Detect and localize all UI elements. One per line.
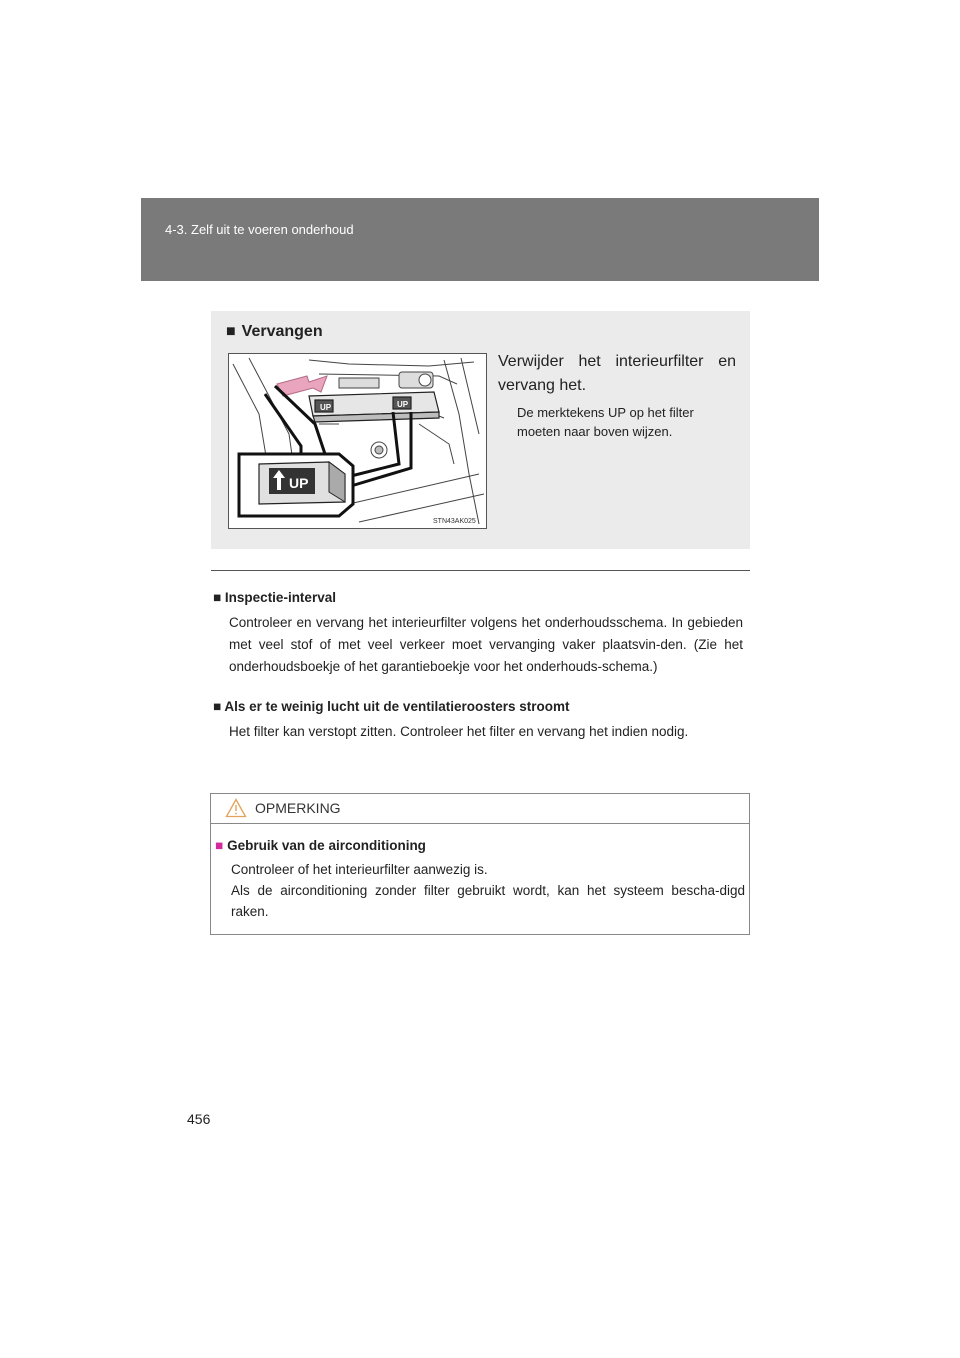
square-marker-icon: ■	[215, 838, 224, 853]
notice-box	[210, 793, 750, 935]
cabin-filter-illustration	[228, 353, 487, 529]
info-body: Het filter kan verstopt zitten. Controleer het filter en vervang het indien nodig.	[229, 724, 689, 739]
info-heading-text: Inspectie-interval	[224, 590, 336, 605]
svg-text:UP: UP	[397, 400, 409, 409]
svg-text:UP: UP	[320, 403, 332, 412]
page-header	[141, 198, 819, 281]
square-marker-icon: ■	[213, 590, 222, 605]
procedure-note: De merktekens UP op het filter moeten naar boven wijzen.	[517, 405, 694, 439]
square-marker-icon: ■	[213, 699, 222, 714]
notice-heading	[215, 836, 749, 856]
square-marker-icon: ■	[226, 323, 236, 340]
section-title: 4-3. Zelf uit te voeren onderhoud	[165, 222, 354, 237]
section-divider	[211, 570, 750, 571]
notice-line: Als de airconditioning zonder filter gebruikt wordt, kan het systeem bescha-digd raken.	[231, 883, 745, 919]
procedure-instruction: Verwijder het interieurfilter en vervang het.	[498, 353, 736, 394]
procedure-title-text: Vervangen	[241, 323, 323, 340]
cabin-filter-illustration-svg	[229, 354, 486, 528]
notice-label: OPMERKING	[255, 800, 341, 816]
info-body: Controleer en vervang het interieurfilter volgens het onderhoudsschema. In gebieden met veel stof of met veel verkeer moet vervanging vaker plaatsvin-den. (Zie het onderhoudsboekje of het garantieboekje voor het onderhouds-schema.)	[229, 615, 743, 674]
page-number: 456	[187, 1111, 211, 1127]
notice-heading-text: Gebruik van de airconditioning	[227, 838, 426, 853]
info-heading	[213, 697, 743, 717]
info-heading	[213, 588, 743, 608]
procedure-title	[226, 323, 323, 341]
procedure-box	[211, 311, 750, 549]
info-heading-text: Als er te weinig lucht uit de ventilatieroosters stroomt	[224, 699, 570, 714]
image-code: STN43AK025	[433, 518, 476, 525]
notice-body	[211, 824, 749, 922]
notice-text	[231, 859, 745, 922]
notice-line: Controleer of het interieurfilter aanwezig is.	[231, 862, 488, 877]
info-low-airflow	[213, 697, 743, 743]
filter-up-marking: UP	[289, 475, 309, 491]
warning-triangle-icon	[225, 798, 247, 823]
info-inspection-interval	[213, 588, 743, 678]
notice-header	[211, 794, 749, 824]
